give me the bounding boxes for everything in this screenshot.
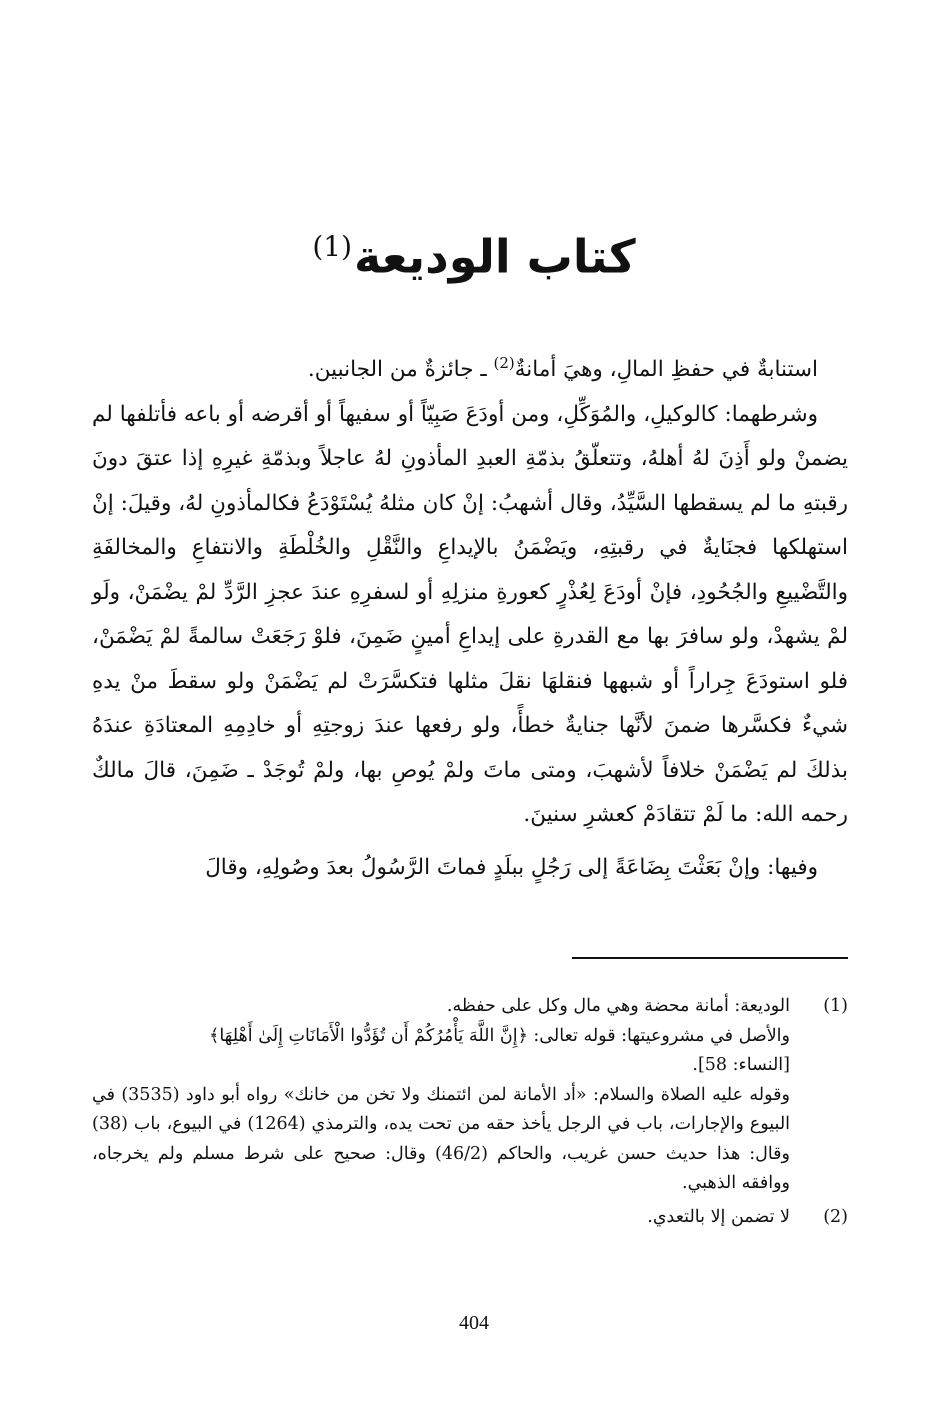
paragraph-1-text-a: استنابةٌ في حفظِ المالِ، وهيَ أمانةٌ <box>514 357 818 382</box>
paragraph-1 <box>92 348 848 393</box>
footnote-2-body <box>92 1203 790 1233</box>
footnotes <box>92 992 848 1232</box>
paragraph-3: وفيها: وإنْ بَعَثْتَ بِضَاعَةً إلى رَجُلٍ ببلَدٍ فماتَ الرَّسُولُ بعدَ وصُولِهِ، وقالَ <box>205 854 818 880</box>
chapter-title-text: كتاب الوديعة <box>354 229 636 284</box>
footnote-1-line-4: وقوله عليه الصلاة والسلام: «أد الأمانة لمن ائتمنك ولا تخن من خانك» رواه أبو داود (3535) في البيوع والإجارات، باب في الرجل يأخذ حقه من تحت يده، والترمذي (1264) في البيوع، باب (38) وقال: هذا حديث حسن غريب، والحاكم (46/2) وقال: صحيح على شرط مسلم ولم يخرجاه، ووافقه الذهبي. <box>92 1084 791 1193</box>
footnote-1-body <box>92 992 790 1199</box>
paragraph-2: وشرطهما: كالوكيلِ، والمُوَكِّلِ، ومن أودَعَ صَبِيّاً أو سفيهاً أو أقرضه أو باعه فأتلفها لم يضمنْ ولو أَذِنَ لهُ أهلهُ، وتتعلّقُ بذمّةِ العبدِ المأذونِ لهُ عاجلاً وبذمّةِ غيرِهِ إذا عتقَ دونَ رقبتهِ ما لم يسقطها السَّيِّدُ، وقال أشهبُ: إنْ كان مثلهُ يُسْتَوْدَعُ فكالمأذونِ لهُ، وقيلَ: إنْ استهلكها فجنَايةٌ في رقبتِهِ، ويَضْمَنُ بالإيداعِ والنَّقْلِ والخُلْطَةِ والانتفاعِ والمخالفَةِ والتَّضْييعِ والجُحُودِ، فإنْ أودَعَ لِعُذْرٍ كعورةِ منزلِهِ أو لسفرِهِ عندَ عجزِ الرَّدِّ لمْ يضْمَنْ، ولَو لمْ يشهدْ، ولو سافرَ بها مع القدرةِ على إيداعِ أمينٍ ضَمِنَ، فلوْ رَجَعَتْ سالمةً لمْ يَضْمَنْ، فلو استودَعَ جِراراً أو شبهها فنقلهَا نقلَ مثلها فتكسَّرَتْ لم يَضْمَنْ ولو سقطَ منْ يدهِ شيءٌ فكسَّرها ضمنَ لأنَّها جنايةٌ خطأً، ولو رفعها عندَ زوجتِهِ أو خادِمِهِ المعتادَةِ عندَهُ بذلكَ لم يَضْمَنْ خلافاً لأشهبَ، ومتى ماتَ ولمْ يُوصِ بها، ولمْ تُوجَدْ ـ ضَمِنَ، قالَ مالكٌ رحمه الله: ما لَمْ تتقادَمْ كعشرِ سنينَ. <box>92 401 848 827</box>
page-number: 404 <box>459 1312 489 1334</box>
footnote-2-text: لا تضمن إلا بالتعدي. <box>647 1206 790 1227</box>
chapter-footnote-ref: (1) <box>312 230 353 263</box>
footnote-2 <box>92 1203 848 1233</box>
footnote-separator <box>572 957 848 959</box>
main-text <box>92 348 848 890</box>
footnote-1-line-2: والأصل في مشروعيتها: قوله تعالى: ﴿إِنَّ اللَّهَ يَأْمُرُكُمْ أَن تُؤَدُّوا الْأَمَانَاتِ إِلَىٰ أَهْلِهَا﴾ <box>209 1025 790 1046</box>
footnote-1-line-1: الوديعة: أمانة محضة وهي مال وكل على حفظه. <box>446 996 790 1016</box>
chapter-title <box>0 212 948 291</box>
footnote-1-number: (1) <box>823 996 848 1016</box>
footnote-2-number: (2) <box>823 1206 848 1227</box>
footnote-1-line-3: [النساء: 58]. <box>692 1055 790 1075</box>
footnote-ref-2: (2) <box>493 353 515 372</box>
paragraph-1-text-b: ـ جائزةٌ من الجانبين. <box>307 357 494 382</box>
footnote-1 <box>92 992 848 1199</box>
